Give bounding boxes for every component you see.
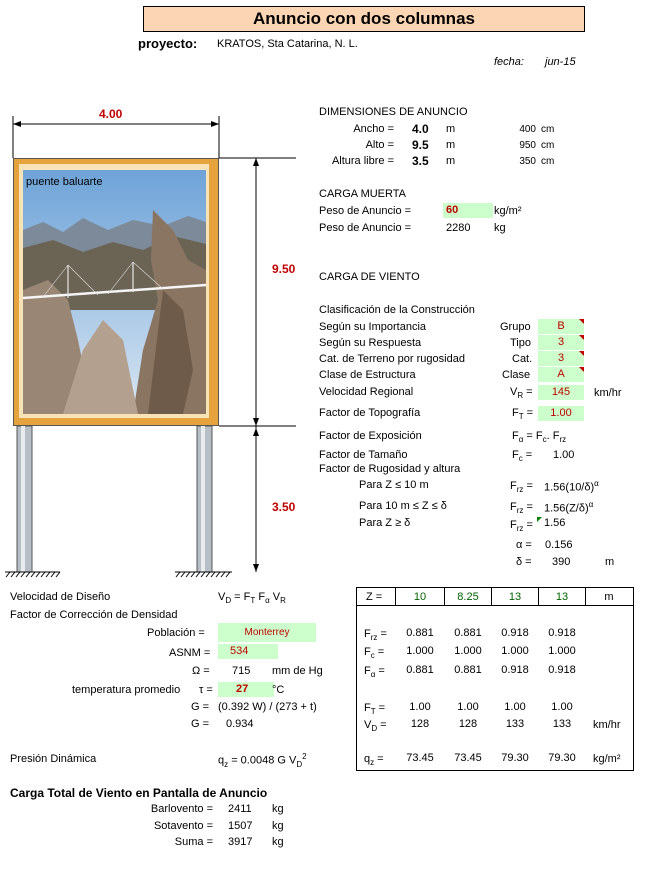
design-speed-formula: $V_D = F_T$ $F_\alpha$ $V_R$ xyxy=(218,591,286,606)
regional-speed-unit: km/hr xyxy=(594,387,622,399)
g-symbol-1: G = xyxy=(191,701,210,713)
page-title: Anuncio con dos columnas xyxy=(143,6,585,32)
bridge-photo xyxy=(23,170,206,414)
table-cell: 1.000 xyxy=(548,645,576,657)
importance-label: Según su Importancia xyxy=(319,321,427,333)
sum-label: Suma = xyxy=(174,836,213,848)
class-key: Clase xyxy=(502,369,531,381)
qz-unit: kg/m² xyxy=(593,753,621,765)
table-cell: 133 xyxy=(552,718,572,730)
table-cell: 1.00 xyxy=(457,701,479,713)
leeward-value: 1507 xyxy=(228,820,253,832)
size-factor-label: Factor de Tamaño xyxy=(319,449,408,461)
delta-value: 390 xyxy=(552,556,571,568)
z-case-3-cell: 1.56 xyxy=(537,517,577,531)
omega-unit: mm de Hg xyxy=(272,665,323,677)
table-cell: 0.881 xyxy=(406,664,434,676)
g-formula: (0.392 W) / (273 + t) xyxy=(218,701,317,713)
table-cell: 128 xyxy=(458,718,478,730)
type-key: Tipo xyxy=(510,337,531,349)
population-label: Población = xyxy=(147,627,205,639)
table-cell: 0.918 xyxy=(501,627,529,639)
row-ft-label: $F_T$ = xyxy=(364,702,386,717)
exposure-formula: $F_\alpha = F_c$. $F_{rz}$ xyxy=(512,430,567,445)
z-case-2-formula: $1.56(Z/\delta)^\alpha$ xyxy=(544,500,594,515)
group-key: Grupo xyxy=(500,321,531,333)
sign-total-weight-unit: kg xyxy=(494,222,506,234)
project-label: proyecto: xyxy=(138,36,198,51)
omega-symbol: Ω = xyxy=(192,665,210,677)
group-input[interactable]: B xyxy=(538,319,584,334)
width-label: Ancho = xyxy=(353,123,394,135)
z-case-3-label: Para Z ≥ δ xyxy=(359,517,411,529)
z-case-1-formula: $1.56(10/\delta)^\alpha$ xyxy=(544,479,599,494)
tau-symbol: τ = xyxy=(199,684,213,696)
g-symbol-2: G = xyxy=(191,718,210,730)
table-cell: 1.000 xyxy=(454,645,482,657)
width-unit: m xyxy=(446,123,456,135)
vd-unit: km/hr xyxy=(593,719,621,731)
frz-symbol-1: $F_{rz}$ = xyxy=(510,480,533,495)
total-wind-heading: Carga Total de Viento en Pantalla de Anuncio xyxy=(10,786,268,800)
clearance-label: Altura libre = xyxy=(331,155,394,167)
leeward-label: Sotavento = xyxy=(153,820,213,832)
width-cm-unit: cm xyxy=(541,124,555,135)
sign-total-weight-value: 2280 xyxy=(446,222,471,234)
response-label: Según su Respuesta xyxy=(319,337,422,349)
table-cell: 1.000 xyxy=(406,645,434,657)
z-value-2: 8.25 xyxy=(457,591,479,603)
type-input[interactable]: 3 xyxy=(538,335,584,350)
ft-symbol: $F_T$ = xyxy=(512,407,534,422)
delta-unit: m xyxy=(605,556,615,568)
width-dimension-label: 4.00 xyxy=(99,107,123,121)
table-header-divider xyxy=(356,605,634,606)
clearance-value: 3.5 xyxy=(412,154,429,168)
regional-speed-label: Velocidad Regional xyxy=(319,386,414,398)
clearance-cm-value: 350 xyxy=(519,156,536,167)
date-label: fecha: xyxy=(494,56,524,68)
photo-caption: puente baluarte xyxy=(26,176,103,188)
table-cell: 1.000 xyxy=(501,645,529,657)
table-cell: 1.00 xyxy=(409,701,431,713)
temperature-input[interactable]: 27 xyxy=(218,682,274,697)
structure-class-label: Clase de Estructura xyxy=(319,369,416,381)
z-value-4: 13 xyxy=(555,591,569,603)
clearance-dimension-label: 3.50 xyxy=(272,500,296,514)
windward-label: Barlovento = xyxy=(150,803,213,815)
vr-symbol: $V_R$ = xyxy=(510,386,533,401)
row-qz-label: $q_z$ = xyxy=(364,753,384,768)
height-cm-value: 950 xyxy=(519,140,536,151)
row-fc-label: $F_c$ = xyxy=(364,646,385,661)
category-key: Cat. xyxy=(512,353,533,365)
sign-weight-unit: kg/m² xyxy=(494,205,522,217)
date-value: jun-15 xyxy=(545,56,576,68)
height-unit: m xyxy=(446,139,456,151)
dynamic-pressure-label: Presión Dinámica xyxy=(10,753,97,765)
size-factor-value: 1.00 xyxy=(553,449,575,461)
project-value: KRATOS, Sta Catarina, N. L. xyxy=(217,38,358,50)
z-unit: m xyxy=(604,591,614,603)
table-cell: 73.45 xyxy=(406,752,434,764)
height-cm-unit: cm xyxy=(541,140,555,151)
row-frz-label: $F_{rz}$ = xyxy=(364,628,387,643)
wind-load-heading: CARGA DE VIENTO xyxy=(319,271,420,283)
temperature-label: temperatura promedio xyxy=(72,684,181,696)
altitude-input[interactable]: 534 xyxy=(218,644,278,659)
g-value: 0.934 xyxy=(226,718,254,730)
regional-speed-input[interactable]: 145 xyxy=(538,385,584,400)
topography-label: Factor de Topografía xyxy=(319,407,421,419)
leeward-unit: kg xyxy=(272,820,284,832)
table-cell: 0.918 xyxy=(548,627,576,639)
z-case-2-label: Para 10 m ≤ Z ≤ δ xyxy=(359,500,447,512)
table-cell: 0.918 xyxy=(501,664,529,676)
width-value: 4.0 xyxy=(412,122,429,136)
table-cell: 0.881 xyxy=(406,627,434,639)
table-cell: 79.30 xyxy=(501,752,529,764)
table-cell: 79.30 xyxy=(548,752,576,764)
height-label: Alto = xyxy=(365,139,394,151)
z-header-label: Z = xyxy=(366,591,383,603)
table-cell: 1.00 xyxy=(504,701,526,713)
alpha-value: 0.156 xyxy=(545,539,573,551)
dynamic-pressure-formula: $q_z = 0.0048$ G $V_D^2$ xyxy=(218,752,307,769)
wind-results-table xyxy=(356,587,634,771)
frz-symbol-3: $F_{rz}$ = xyxy=(510,519,533,534)
sign-total-weight-label: Peso de Anuncio = xyxy=(319,222,412,234)
table-cell: 73.45 xyxy=(454,752,482,764)
dimensions-heading: DIMENSIONES DE ANUNCIO xyxy=(319,106,468,118)
table-cell: 128 xyxy=(410,718,430,730)
alpha-symbol: α = xyxy=(516,539,532,551)
dead-load-heading: CARGA MUERTA xyxy=(319,188,406,200)
z-case-1-label: Para Z ≤ 10 m xyxy=(359,479,429,491)
sign-weight-input[interactable]: 60 xyxy=(443,203,493,218)
sum-value: 3917 xyxy=(228,836,253,848)
table-cell: 1.00 xyxy=(551,701,573,713)
clearance-cm-unit: cm xyxy=(541,156,555,167)
sum-unit: kg xyxy=(272,836,284,848)
class-input[interactable]: A xyxy=(538,367,584,382)
topography-input[interactable]: 1.00 xyxy=(538,406,584,421)
windward-unit: kg xyxy=(272,803,284,815)
row-falpha-label: $F_\alpha$ = xyxy=(364,665,385,680)
sign-weight-label: Peso de Anuncio = xyxy=(319,205,412,217)
roughness-label: Factor de Rugosidad y altura xyxy=(319,463,461,475)
temperature-unit: °C xyxy=(272,684,285,696)
width-cm-value: 400 xyxy=(519,124,536,135)
frz-symbol-2: $F_{rz}$ = xyxy=(510,501,533,516)
table-cell: 133 xyxy=(505,718,525,730)
clearance-unit: m xyxy=(446,155,456,167)
exposure-label: Factor de Exposición xyxy=(319,430,422,442)
height-dimension-label: 9.50 xyxy=(272,262,296,276)
fc-symbol: $F_c$ = xyxy=(512,449,533,464)
windward-value: 2411 xyxy=(228,803,252,815)
height-value: 9.5 xyxy=(412,138,429,152)
z-value-1: 10 xyxy=(413,591,427,603)
table-cell: 0.881 xyxy=(454,627,482,639)
table-cell: 0.881 xyxy=(454,664,482,676)
z-value-3: 13 xyxy=(508,591,522,603)
altitude-label: ASNM = xyxy=(169,647,211,659)
delta-symbol: δ = xyxy=(516,556,532,568)
omega-value: 715 xyxy=(232,665,251,677)
row-vd-label: $V_D$ = xyxy=(364,719,387,734)
population-input[interactable]: Monterrey xyxy=(218,623,316,642)
density-correction-label: Factor de Corrección de Densidad xyxy=(10,609,178,621)
terrain-label: Cat. de Terreno por rugosidad xyxy=(319,353,465,365)
classification-heading: Clasificación de la Construcción xyxy=(319,304,475,316)
design-speed-label: Velocidad de Diseño xyxy=(10,591,111,603)
category-input[interactable]: 3 xyxy=(538,351,584,366)
table-cell: 0.918 xyxy=(548,664,576,676)
